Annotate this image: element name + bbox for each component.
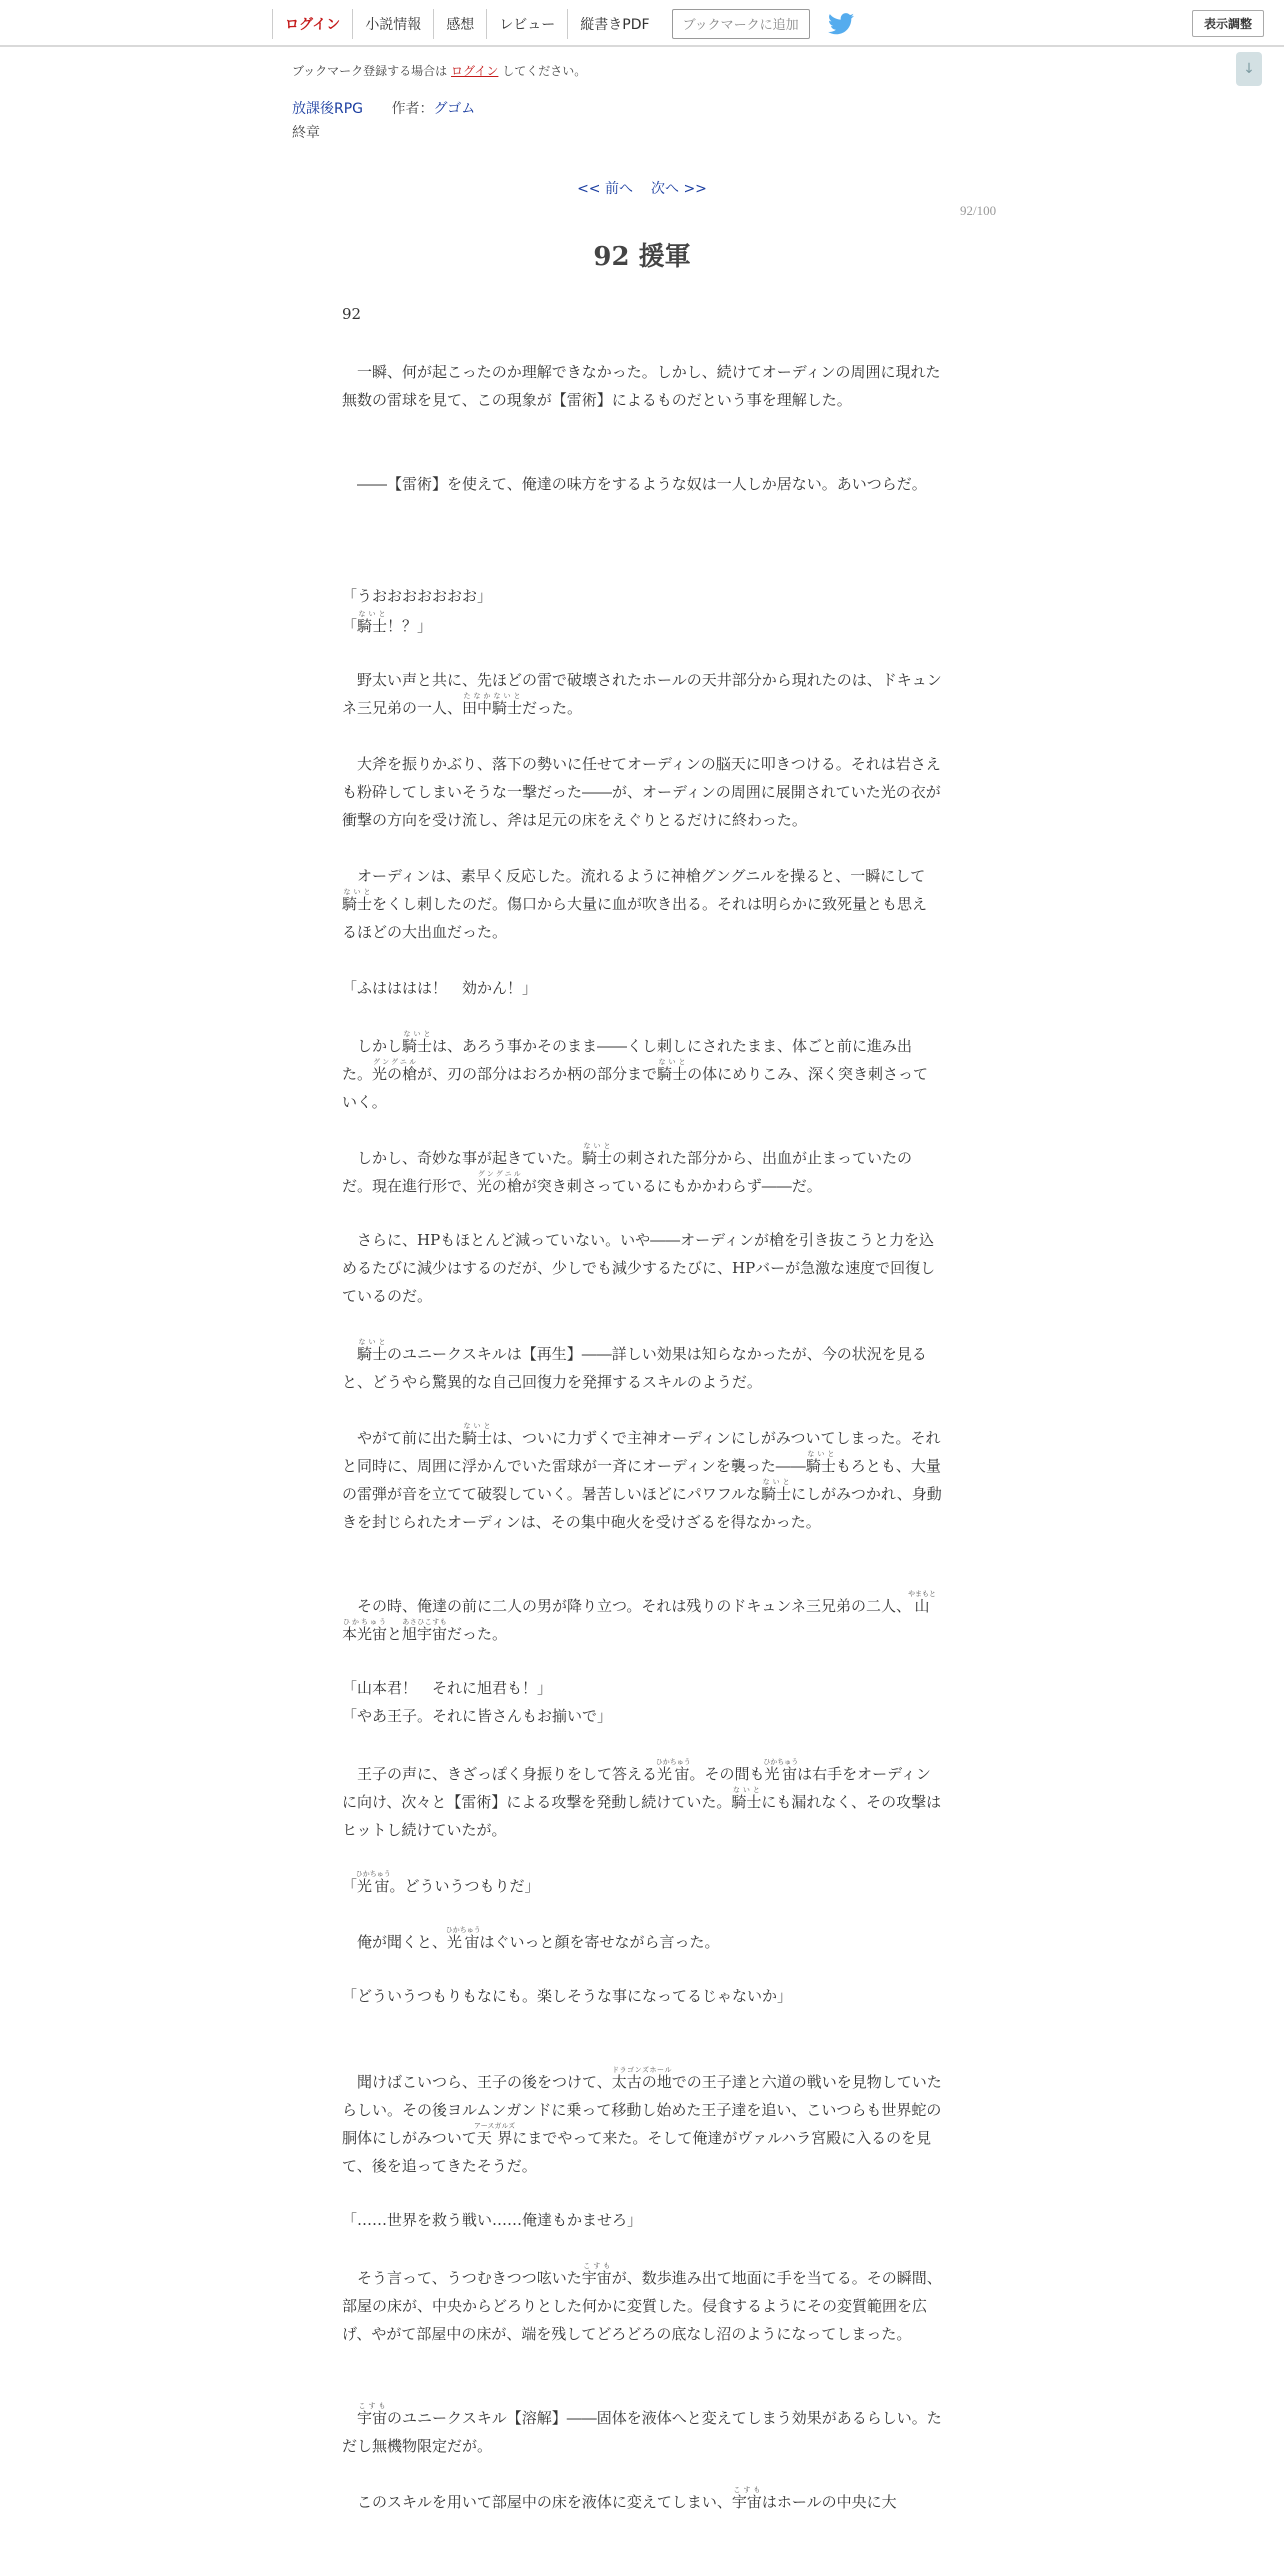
novel-series-info <box>292 98 475 118</box>
top-bar <box>0 0 1284 47</box>
paragraph: 騎士ないとのユニークスキルは【再生】――詳しい効果は知らなかったが、今の状況を見ると、どうやら驚異的な自己回復力を発揮するスキルのようだ。 <box>342 1338 927 1391</box>
ruby-text: 光宙ひかちゅう <box>763 1758 799 1783</box>
novel-title-link[interactable]: 放課後RPG <box>292 101 364 117</box>
bookmark-note-prefix: ブックマーク登録する場合は <box>292 64 448 78</box>
ruby-text: 光の槍グングニル <box>372 1058 418 1083</box>
twitter-bird-icon <box>828 13 854 35</box>
scroll-down-button[interactable] <box>1236 52 1262 86</box>
next-chapter-link[interactable]: 次へ >> <box>651 181 707 197</box>
chapter-counter: 92/100 <box>960 203 997 218</box>
paragraph: しかし騎士ないとは、あろう事かそのまま――くし刺しにされたまま、体ごと前に進み出た。光の槍グングニルが、刃の部分はおろか柄の部分まで騎士ないとの体にめりこみ、深く突き刺さっていく。 <box>342 1030 928 1111</box>
paragraph: しかし、奇妙な事が起きていた。騎士ないとの刺された部分から、出血が止まっていたのだ。現在進行形で、光の槍グングニルが突き刺さっているにもかかわらず――だ。 <box>342 1142 913 1195</box>
ruby-text: 光の槍グングニル <box>476 1170 522 1195</box>
paragraph: オーディンは、素早く反応した。流れるように神槍グングニルを操ると、一瞬にして騎士ないとをくし刺したのだ。傷口から大量に血が吹き出る。それは明らかに致死量とも思えるほどの大出血だった。 <box>342 867 928 941</box>
ruby-text: 光宙ひかちゅう <box>445 1926 481 1951</box>
ruby-text: 騎士ないと <box>357 1338 388 1363</box>
ruby-text: 光宙ひかちゅう <box>655 1758 691 1783</box>
ruby-text: 宇宙こすも <box>357 2402 388 2427</box>
paragraph: 一瞬、何が起こったのか理解できなかった。しかし、続けてオーディンの周囲に現れた無数の雷球を見て、この現象が【雷術】によるものだという事を理解した。 <box>342 363 941 409</box>
paragraph: 「やあ王子。それに皆さんもお揃いで」 <box>342 1707 613 1725</box>
nav-impressions[interactable]: 感想 <box>433 9 486 39</box>
chapter-title: 92 援軍 <box>593 242 691 272</box>
paragraph: 王子の声に、きざっぽく身振りをして答える光宙ひかちゅう。その間も光宙ひかちゅうは右手をオーディンに向け、次々と【雷術】による攻撃を発動し続けていた。騎士ないとにも漏れなく、その攻撃はヒットし続けていたが。 <box>342 1758 942 1839</box>
ruby-text: 騎士ないと <box>731 1786 762 1811</box>
paragraph: 「騎士ないと！？」 <box>342 610 433 635</box>
paragraph: そう言って、うつむきつつ呟いた宇宙こすもが、数歩進み出て地面に手を当てる。その瞬間、部屋の床が、中央からどろりとした何かに変質した。侵食するようにその変質範囲を広げ、やがて部屋中の床が、端を残してどろどろの底なし沼のようになってしまった。 <box>342 2262 942 2343</box>
paragraph: 「うおおおおおおお」 <box>342 587 493 605</box>
arrow-down-icon: ↓ <box>1243 61 1255 77</box>
paragraph: 「光宙ひかちゅう。どういうつもりだ」 <box>342 1870 540 1895</box>
add-bookmark-button[interactable]: ブックマークに追加 <box>672 9 810 39</box>
ruby-text: 旭宇宙あさひこすも <box>402 1618 448 1643</box>
ruby-text: 宇宙こすも <box>731 2486 762 2511</box>
ruby-text: 太古の地ドラゴンズホール <box>611 2066 672 2091</box>
bookmark-login-note <box>292 62 586 79</box>
paragraph: さらに、HPもほとんど減っていない。いや――オーディンが槍を引き抜こうと力を込めるたびに減少はするのだが、少しでも減少するたびに、HPバーが急激な速度で回復しているのだ。 <box>342 1231 936 1305</box>
author-link[interactable]: グゴム <box>433 101 476 117</box>
paragraph: 俺が聞くと、光宙ひかちゅうはぐいっと顔を寄せながら言った。 <box>342 1926 720 1951</box>
ruby-text: 騎士ないと <box>357 610 388 635</box>
ruby-text: 騎士ないと <box>342 888 373 913</box>
paragraph: 「どういうつもりもなにも。楽しそうな事になってるじゃないか」 <box>342 1987 793 2005</box>
paragraph: 「山本君！ それに旭君も！」 <box>342 1679 553 1697</box>
paragraph: このスキルを用いて部屋中の床を液体に変えてしまい、宇宙こすもはホールの中央に大 <box>342 2486 897 2511</box>
nav-login[interactable]: ログイン <box>272 9 352 39</box>
ruby-text: 宇宙こすも <box>581 2262 612 2287</box>
paragraph: 「……世界を救う戦い……俺達もかませろ」 <box>342 2211 643 2229</box>
chapter-number: 92 <box>342 305 362 323</box>
paragraph: 宇宙こすものユニークスキル【溶解】――固体を液体へと変えてしまう効果があるらしい。ただし無機物限定だが。 <box>342 2402 942 2455</box>
ruby-text: 騎士ないと <box>402 1030 433 1055</box>
chapter-group-label: 終章 <box>292 125 320 141</box>
nav-vertical-pdf[interactable]: 縦書きPDF <box>567 9 661 39</box>
author-label: 作者： <box>391 101 434 117</box>
paragraph: 大斧を振りかぶり、落下の勢いに任せてオーディンの脳天に叩きつける。それは岩さえも粉砕してしまいそうな一撃だった――が、オーディンの周囲に展開されていた光の衣が衝撃の方向を受け流し、斧は足元の床をえぐりとるだけに終わった。 <box>342 755 941 829</box>
ruby-text: 山本光宙やまもとひかちゅう <box>342 1590 936 1643</box>
paragraph: 野太い声と共に、先ほどの雷で破壊されたホールの天井部分から現れたのは、ドキュンネ三兄弟の一人、田中騎士たなかないとだった。 <box>342 671 942 717</box>
bookmark-login-link[interactable]: ログイン <box>451 64 499 78</box>
nav-review[interactable]: レビュー <box>486 9 567 39</box>
ruby-text: 騎士ないと <box>657 1058 688 1083</box>
ruby-text: 光宙ひかちゅう <box>355 1870 391 1895</box>
ruby-text: 騎士ないと <box>462 1422 493 1447</box>
ruby-text: 騎士ないと <box>582 1142 613 1167</box>
ruby-text: 天界アースガルズ <box>473 2122 516 2147</box>
bookmark-note-suffix: してください。 <box>502 64 587 78</box>
display-settings-button[interactable]: 表示調整 <box>1192 10 1264 37</box>
twitter-share-button[interactable] <box>828 13 854 35</box>
nav-novel-info[interactable]: 小説情報 <box>352 9 433 39</box>
paragraph: その時、俺達の前に二人の男が降り立つ。それは残りのドキュンネ三兄弟の二人、山本光宙やまもとひかちゅうと旭宇宙あさひこすもだった。 <box>342 1590 936 1643</box>
ruby-text: 騎士ないと <box>761 1478 792 1503</box>
paragraph: 「ふはははは！ 効かん！」 <box>342 979 538 997</box>
top-nav <box>272 0 854 47</box>
paragraph: 聞けばこいつら、王子の後をつけて、太古の地ドラゴンズホールでの王子達と六道の戦いを見物していたらしい。その後ヨルムンガンドに乗って移動し始めた王子達を追い、こいつらも世界蛇の胴体にしがみついて天界アースガルズにまでやって来た。そして俺達がヴァルハラ宮殿に入るのを見て、後を追ってきたそうだ。 <box>342 2066 942 2175</box>
ruby-text: 田中騎士たなかないと <box>462 692 523 717</box>
paragraph: やがて前に出た騎士ないとは、ついに力ずくで主神オーディンにしがみついてしまった。それと同時に、周囲に浮かんでいた雷球が一斉にオーディンを襲った――騎士ないともろとも、大量の雷弾が音を立てて破裂していく。暑苦しいほどにパワフルな騎士ないとにしがみつかれ、身動きを封じられたオーディンは、その集中砲火を受けざるを得なかった。 <box>342 1422 942 1531</box>
paragraph: ――【雷術】を使えて、俺達の味方をするような奴は一人しか居ない。あいつらだ。 <box>342 475 927 493</box>
prev-chapter-link[interactable]: << 前へ <box>577 181 633 197</box>
chapter-pager <box>0 178 1284 198</box>
ruby-text: 騎士ないと <box>805 1450 836 1475</box>
